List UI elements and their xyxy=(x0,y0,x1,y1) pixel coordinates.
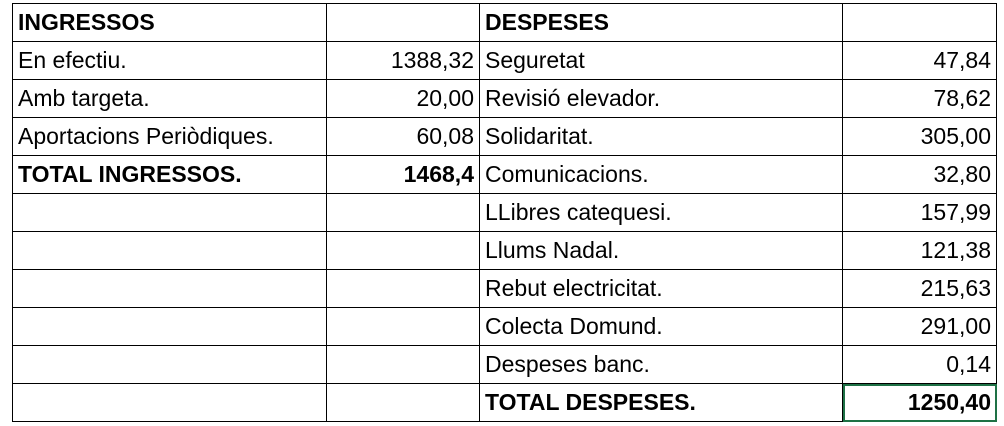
empty-cell[interactable] xyxy=(327,232,480,270)
income-header-cell[interactable]: INGRESSOS xyxy=(13,4,327,42)
expense-value-cell[interactable]: 291,00 xyxy=(843,308,997,346)
income-total-value-cell[interactable]: 1468,4 xyxy=(327,156,480,194)
empty-cell[interactable] xyxy=(13,270,327,308)
empty-cell[interactable] xyxy=(327,346,480,384)
expense-label-cell[interactable]: Despeses banc. xyxy=(480,346,843,384)
table-row xyxy=(13,194,997,232)
empty-cell[interactable] xyxy=(13,346,327,384)
expense-label-cell[interactable]: Colecta Domund. xyxy=(480,308,843,346)
table-row xyxy=(13,42,997,80)
empty-cell[interactable] xyxy=(13,308,327,346)
expense-label-cell[interactable]: Llums Nadal. xyxy=(480,232,843,270)
empty-cell[interactable] xyxy=(327,4,480,42)
expense-label-cell[interactable]: Comunicacions. xyxy=(480,156,843,194)
empty-cell[interactable] xyxy=(327,270,480,308)
table-row xyxy=(13,156,997,194)
header-row xyxy=(13,4,997,42)
empty-cell[interactable] xyxy=(327,384,480,422)
empty-cell[interactable] xyxy=(327,194,480,232)
income-label-cell[interactable]: Amb targeta. xyxy=(13,80,327,118)
total-row xyxy=(13,384,997,422)
expense-header-cell[interactable]: DESPESES xyxy=(480,4,843,42)
income-total-label-cell[interactable]: TOTAL INGRESSOS. xyxy=(13,156,327,194)
expense-value-cell[interactable]: 47,84 xyxy=(843,42,997,80)
expense-label-cell[interactable]: Rebut electricitat. xyxy=(480,270,843,308)
expense-label-cell[interactable]: Revisió elevador. xyxy=(480,80,843,118)
table-row xyxy=(13,308,997,346)
expense-value-cell[interactable]: 78,62 xyxy=(843,80,997,118)
empty-cell[interactable] xyxy=(13,194,327,232)
table-row xyxy=(13,232,997,270)
accounts-sheet xyxy=(12,3,997,422)
empty-cell[interactable] xyxy=(327,308,480,346)
table-row xyxy=(13,346,997,384)
expense-value-cell[interactable]: 157,99 xyxy=(843,194,997,232)
table-row xyxy=(13,270,997,308)
table-row xyxy=(13,118,997,156)
empty-cell[interactable] xyxy=(13,384,327,422)
expense-total-value-cell[interactable]: 1250,40 xyxy=(843,384,997,422)
empty-cell[interactable] xyxy=(843,4,997,42)
expense-total-label-cell[interactable]: TOTAL DESPESES. xyxy=(480,384,843,422)
income-label-cell[interactable]: Aportacions Periòdiques. xyxy=(13,118,327,156)
expense-value-cell[interactable]: 215,63 xyxy=(843,270,997,308)
income-value-cell[interactable]: 1388,32 xyxy=(327,42,480,80)
expense-value-cell[interactable]: 121,38 xyxy=(843,232,997,270)
income-value-cell[interactable]: 20,00 xyxy=(327,80,480,118)
expense-label-cell[interactable]: Seguretat xyxy=(480,42,843,80)
income-label-cell[interactable]: En efectiu. xyxy=(13,42,327,80)
expense-label-cell[interactable]: LLibres catequesi. xyxy=(480,194,843,232)
table-row xyxy=(13,80,997,118)
income-value-cell[interactable]: 60,08 xyxy=(327,118,480,156)
expense-value-cell[interactable]: 32,80 xyxy=(843,156,997,194)
expense-label-cell[interactable]: Solidaritat. xyxy=(480,118,843,156)
expense-value-cell[interactable]: 0,14 xyxy=(843,346,997,384)
empty-cell[interactable] xyxy=(13,232,327,270)
expense-value-cell[interactable]: 305,00 xyxy=(843,118,997,156)
